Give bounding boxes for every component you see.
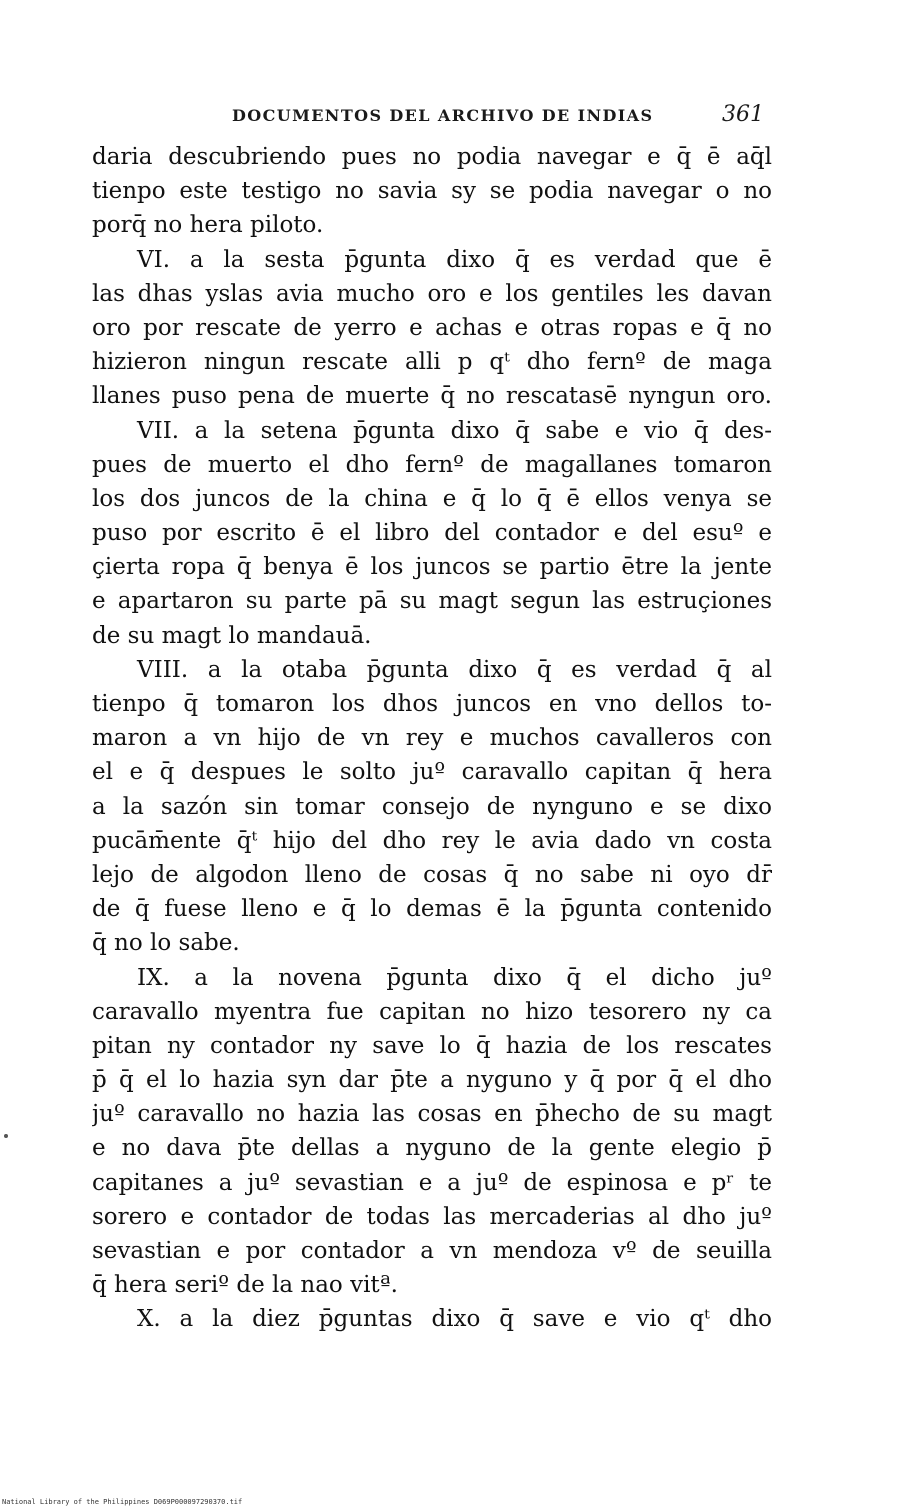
text-line: capitanes a juº sevastian e a juº de espinosa e pʳ te [92,1169,772,1196]
text-line: llanes puso pena de muerte q̄ no rescatasē nyngun oro. [92,383,772,410]
text-line: porq̄ no hera piloto. [92,212,324,239]
text-line: e apartaron su parte pā su magt segun las estruçiones [92,588,772,615]
section-ix-first-line: IX. a la novena p̄gunta dixo q̄ el dicho juº [137,964,772,991]
text-line: lejo de algodon lleno de cosas q̄ no sabe ni oyo dr̄ [92,861,772,888]
running-head: DOCUMENTOS DEL ARCHIVO DE INDIAS [232,106,654,125]
text-line: a la sazón sin tomar consejo de nynguno e se dixo [92,793,772,820]
page-header [92,102,772,136]
text-line: hizieron ningun rescate alli p qᵗ dho fernº de maga [92,349,772,376]
text-line: maron a vn hijo de vn rey e muchos cavalleros con [92,725,772,752]
text-line: sevastian e por contador a vn mendoza vº de seuilla [92,1238,772,1264]
margin-speck [4,1134,8,1138]
section-vii-first-line: VII. a la setena p̄gunta dixo q̄ sabe e vio q̄ des- [137,417,772,444]
text-line: sorero e contador de todas las mercaderias al dho juº [92,1203,772,1230]
text-line: tienpo q̄ tomaron los dhos juncos en vno dellos to- [92,691,772,717]
text-line: çierta ropa q̄ benya ē los juncos se partio ētre la jente [92,554,772,581]
scan-credit: National Library of the Philippines D069P000097290370.tif [2,1498,243,1506]
text-line: pucām̄ente q̄ᵗ hijo del dho rey le avia dado vn costa [92,827,772,854]
text-line: daria descubriendo pues no podia navegar e q̄ ē aq̄l [92,144,772,170]
body-text [92,140,772,1337]
text-line: p̄ q̄ el lo hazia syn dar p̄te a nyguno y q̄ por q̄ el dho [92,1067,772,1094]
text-line: q̄ no lo sabe. [92,930,240,957]
text-line: las dhas yslas avia mucho oro e los gentiles les davan [92,280,772,307]
text-line: oro por rescate de yerro e achas e otras ropas e q̄ no [92,314,772,341]
text-line: pitan ny contador ny save lo q̄ hazia de los rescates [92,1032,772,1059]
text-line: el e q̄ despues le solto juº caravallo capitan q̄ hera [92,759,772,786]
section-vi-first-line: VI. a la sesta p̄gunta dixo q̄ es verdad que ē [137,246,772,273]
text-line: e no dava p̄te dellas a nyguno de la gente elegio p̄ [92,1135,772,1162]
text-line: los dos juncos de la china e q̄ lo q̄ ē ellos venya se [92,485,772,512]
text-line: pues de muerto el dho fernº de magallanes tomaron [92,451,772,478]
text-line: puso por escrito ē el libro del contador e del esuº e [92,520,772,547]
text-line: juº caravallo no hazia las cosas en p̄hecho de su magt [92,1101,772,1128]
text-line: de q̄ fuese lleno e q̄ lo demas ē la p̄gunta contenido [92,896,772,923]
section-viii-first-line: VIII. a la otaba p̄gunta dixo q̄ es verdad q̄ al [137,656,772,683]
section-x-first-line: X. a la diez p̄guntas dixo q̄ save e vio qᵗ dho [137,1306,772,1333]
text-line: tienpo este testigo no savia sy se podia navegar o no [92,178,772,205]
text-line: q̄ hera seriº de la nao vitª. [92,1272,398,1299]
text-line: caravallo myentra fue capitan no hizo tesorero ny ca [92,998,772,1025]
text-line: de su magt lo mandauā. [92,622,372,649]
page-number: 361 [722,102,764,127]
